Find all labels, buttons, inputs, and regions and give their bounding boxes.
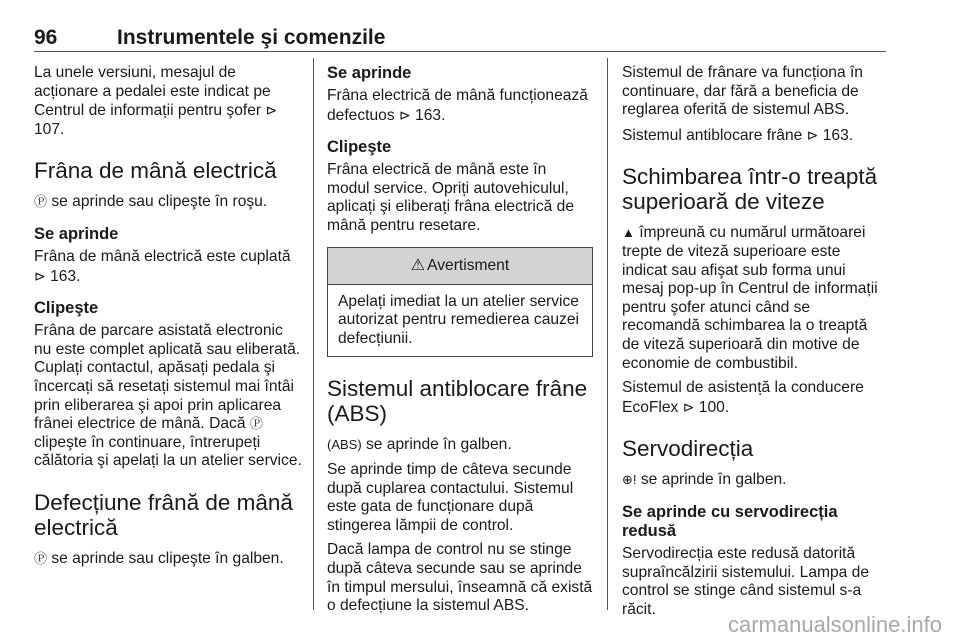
warning-text: Apelați imediat la un atelier service autorizat pentru remedierea cauzei defecțiunii. [338, 292, 579, 347]
warning-title: ⚠ Avertisment [328, 248, 592, 285]
power-steering-paragraph: ⊕! se aprinde în galben. [622, 471, 787, 489]
abs-icon: (ABS) [327, 437, 362, 453]
subheading-lights-up: Se aprinde [34, 224, 119, 243]
lights-up-paragraph: Frâna de mână electrică este cuplată ⊳ 163. [34, 247, 291, 285]
reduced-steering-paragraph: Servodirecția este redusă datorită supraîncălzirii sistemului. Lampa de control se stinge când sistemul s-a răcit. [622, 544, 870, 618]
brake-fault-icon: Ⓟ [34, 550, 48, 566]
warning-box [327, 247, 593, 358]
upshift-arrow-icon: ▲ [622, 225, 635, 241]
watermark: carmanualsonline.info [727, 612, 942, 637]
header-divider [34, 51, 886, 52]
flashes-paragraph: Frâna de parcare asistată electronic nu este complet aplicată sau eliberată. Cuplați contactul, apăsați pedala şi încercați să resetați sistemul mai întâi prin eliberarea şi apoi prin aplicarea frânei electrice de mână. Dacă Ⓟ clipeşte în continuare, întrerupeți călătoria şi apelați la un atelier service. [34, 322, 302, 470]
page-ref-arrow-icon[interactable]: ⊳ [806, 126, 819, 143]
subheading-lights-up: Se aprinde [327, 64, 412, 82]
section-heading-abs: Sistemul antiblocare frâne (ABS) [327, 376, 588, 427]
page-ref-arrow-icon[interactable]: ⊳ [682, 398, 695, 415]
page-number: 96 [34, 26, 58, 49]
warning-triangle-icon: ⚠ [410, 256, 426, 274]
brake-fault-paragraph: Ⓟ se aprinde sau clipeşte în galben. [34, 549, 284, 567]
parking-brake-icon: Ⓟ [249, 416, 263, 432]
chapter-title: Instrumentele şi comenzile [117, 26, 386, 49]
page-ref-arrow-icon[interactable]: ⊳ [398, 106, 411, 123]
flashes-paragraph: Frâna electrică de mână este în modul service. Opriți autovehiculul, aplicați şi eliberați frâna electrică de mână pentru resetare. [327, 161, 575, 234]
page-header [34, 26, 886, 52]
parking-brake-paragraph: Ⓟ se aprinde sau clipeşte în roşu. [34, 193, 268, 211]
section-heading-parking-brake: Frâna de mână electrică [34, 158, 277, 184]
page-ref-arrow-icon[interactable]: ⊳ [34, 267, 46, 284]
lights-up-paragraph: Frâna electrică de mână funcționează defectuos ⊳ 163. [327, 87, 588, 124]
column-3 [622, 64, 888, 625]
abs-paragraph-2: Se aprinde timp de câteva secunde după cuplarea contactului. Sistemul este gata de funcționare după stingerea lămpii de control. [327, 460, 574, 534]
parking-brake-icon: Ⓟ [34, 194, 48, 210]
ecoflex-paragraph: Sistemul de asistență la conducere EcoFlex ⊳ 100. [622, 379, 864, 416]
column-1 [34, 64, 302, 575]
subheading-reduced-steering: Se aprinde cu servodirecția redusă [622, 502, 838, 540]
column-divider-2 [607, 58, 608, 610]
section-heading-power-steering: Servodirecția [622, 436, 754, 462]
section-heading-brake-fault: Defecțiune frână de mână electrică [34, 489, 293, 540]
power-steering-icon: ⊕! [622, 472, 637, 488]
subheading-flashes: Clipeşte [34, 299, 99, 318]
abs-continued-paragraph: Sistemul de frânare va funcționa în continuare, dar fără a beneficia de reglarea oferită de sistemul ABS. [622, 64, 863, 119]
abs-paragraph: (ABS) se aprinde în galben. [327, 436, 512, 454]
abs-ref-paragraph: Sistemul antiblocare frâne ⊳ 163. [622, 126, 854, 144]
intro-paragraph: La unele versiuni, mesajul de acționare a pedalei este indicat pe Centrul de informații pentru şofer ⊳ 107. [34, 64, 278, 138]
upshift-paragraph: ▲ împreună cu numărul următoarei trepte de viteză superioare este indicat sau afişat sub forma unui mesaj pop-up în Centrul de informații pentru şofer atunci când se recomandă schimbarea la o treaptă de viteză superioară din motive de economie de combustibil. [622, 224, 878, 372]
section-heading-upshift: Schimbarea într-o treaptă superioară de viteze [622, 164, 878, 215]
column-2 [327, 64, 593, 622]
abs-paragraph-3: Dacă lampa de control nu se stinge după câteva secunde sau se aprinde în timpul mersului, înseamnă că există o defecțiune la sistemul ABS. [327, 541, 593, 615]
subheading-flashes: Clipeşte [327, 138, 392, 157]
column-divider-1 [313, 58, 314, 610]
page-ref-arrow-icon[interactable]: ⊳ [265, 102, 278, 119]
